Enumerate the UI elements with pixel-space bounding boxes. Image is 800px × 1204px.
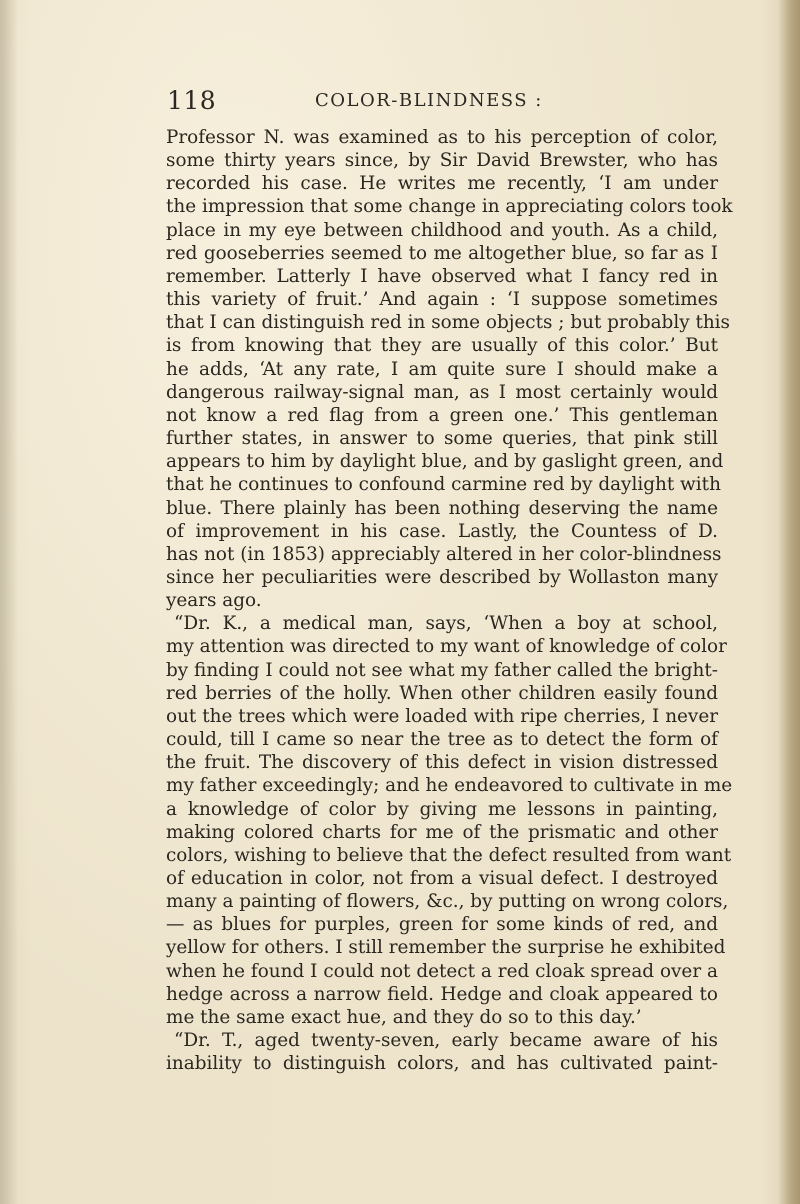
text-line: this variety of fruit.’ And again : ‘I suppose sometimes <box>166 289 718 311</box>
paragraph-end-line: years ago. <box>166 590 262 612</box>
text-line: red gooseberries seemed to me altogether blue, so far as I <box>166 242 718 264</box>
paragraph-start-line: “Dr. T., aged twenty-seven, early became aware of his <box>174 1030 718 1052</box>
text-line: out the trees which were loaded with ripe cherries, I never <box>166 705 718 727</box>
text-line: my attention was directed to my want of knowledge of color <box>166 636 727 658</box>
text-line: since her peculiarities were described by Wollaston many <box>166 566 718 588</box>
text-line: could, till I came so near the tree as to detect the form of <box>166 729 718 751</box>
text-line: many a painting of flowers, &c., by putting on wrong colors, <box>166 891 729 913</box>
page-number: 118 <box>167 86 217 115</box>
text-line: he adds, ‘At any rate, I am quite sure I should make a <box>166 358 718 380</box>
page-edge-shadow <box>778 0 800 1204</box>
text-line: my father exceedingly; and he endeavored to cultivate in me <box>166 775 733 797</box>
text-line: recorded his case. He writes me recently, ‘I am under <box>166 173 718 195</box>
text-line: red berries of the holly. When other children easily found <box>166 682 718 704</box>
text-line: is from knowing that they are usually of this color.’ But <box>166 335 718 357</box>
text-line: blue. There plainly has been nothing deserving the name <box>166 497 718 519</box>
text-line: has not (in 1853) appreciably altered in her color-blindness <box>166 543 722 565</box>
body-text <box>166 126 733 1075</box>
text-line: by finding I could not see what my father called the bright- <box>166 659 718 681</box>
text-line: that I can distinguish red in some objects ; but probably this <box>166 312 730 334</box>
text-line: making colored charts for me of the prismatic and other <box>166 821 718 843</box>
text-line: colors, wishing to believe that the defect resulted from want <box>166 844 732 866</box>
text-line: a knowledge of color by giving me lessons in painting, <box>166 798 718 820</box>
text-line: — as blues for purples, green for some kinds of red, and <box>166 914 718 936</box>
text-line: the fruit. The discovery of this defect in vision distressed <box>166 752 718 774</box>
text-line: of improvement in his case. Lastly, the Countess of D. <box>166 520 718 542</box>
text-line: some thirty years since, by Sir David Brewster, who has <box>166 150 718 172</box>
paragraph-start-line: “Dr. K., a medical man, says, ‘When a boy at school, <box>174 613 718 635</box>
text-line: the impression that some change in appreciating colors took <box>166 196 733 218</box>
text-line: inability to distinguish colors, and has cultivated paint- <box>166 1053 718 1075</box>
text-line: Professor N. was examined as to his perception of color, <box>166 127 718 148</box>
page-gutter-shadow <box>0 0 18 1204</box>
page-header <box>167 86 717 120</box>
paragraph-end-line: me the same exact hue, and they do so to this day.’ <box>166 1006 642 1028</box>
text-line: dangerous railway-signal man, as I most certainly would <box>166 381 718 403</box>
text-line: of education in color, not from a visual defect. I destroyed <box>166 868 718 889</box>
text-line: when he found I could not detect a red cloak spread over a <box>166 960 718 982</box>
text-line: appears to him by daylight blue, and by gaslight green, and <box>166 451 724 473</box>
text-line: further states, in answer to some queries, that pink still <box>166 428 718 450</box>
text-line: remember. Latterly I have observed what I fancy red in <box>166 265 718 287</box>
text-line: hedge across a narrow field. Hedge and cloak appeared to <box>166 983 718 1005</box>
text-line: yellow for others. I still remember the surprise he exhibited <box>166 937 726 959</box>
text-line: that he continues to confound carmine red by daylight with <box>166 474 721 496</box>
text-line: place in my eye between childhood and youth. As a child, <box>166 219 718 241</box>
running-head: COLOR-BLINDNESS : <box>315 90 543 111</box>
text-line: not know a red flag from a green one.’ This gentleman <box>166 404 718 426</box>
